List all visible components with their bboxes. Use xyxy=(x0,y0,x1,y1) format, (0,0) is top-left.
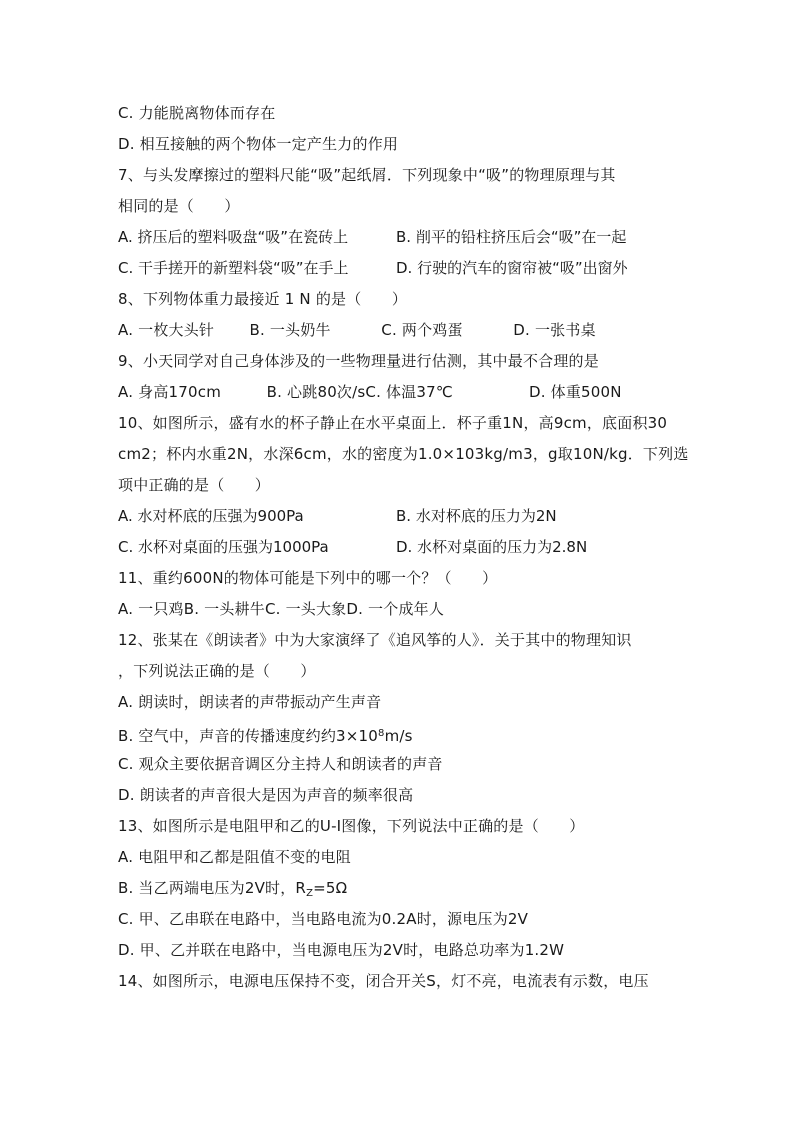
question-9-options: A. 身高170cm B. 心跳80次/sC. 体温37℃ D. 体重500N xyxy=(118,383,622,401)
question-10-options-row-2 xyxy=(118,532,678,563)
value: =5Ω xyxy=(313,879,348,897)
option-c: C. 干手搓开的新塑料袋“吸”在手上 xyxy=(118,259,349,277)
unit: m/s xyxy=(384,727,413,745)
option-a: A. 水对杯底的压强为900Pa xyxy=(118,507,304,525)
question-10-stem-cont: cm2；杯内水重2N，水深6cm，水的密度为1.0×103kg/m3，g取10N/kg．下列选 xyxy=(118,445,689,463)
question-7-options-row-2 xyxy=(118,253,678,284)
option-b-text: B. 当乙两端电压为2V时，R xyxy=(118,879,307,897)
question-8-stem: 8、下列物体重力最接近 1 N 的是（ ） xyxy=(118,290,408,308)
question-7-stem: 7、与头发摩擦过的塑料尺能“吸”起纸屑．下列现象中“吸”的物理原理与其 xyxy=(118,166,616,184)
question-content xyxy=(118,98,689,997)
option-d: D. 水杯对桌面的压力为2.8N xyxy=(396,538,588,556)
question-10-stem-end: 项中正确的是（ ） xyxy=(118,476,271,494)
option-a: A. 电阻甲和乙都是阻值不变的电阻 xyxy=(118,848,351,866)
question-13-stem: 13、如图所示是电阻甲和乙的U-I图像，下列说法中正确的是（ ） xyxy=(118,817,585,835)
option-a: A. 朗读时，朗读者的声带振动产生声音 xyxy=(118,693,382,711)
question-11-options: A. 一只鸡B. 一头耕牛C. 一头大象D. 一个成年人 xyxy=(118,600,445,618)
question-7-options-row-1 xyxy=(118,222,678,253)
question-9-stem: 9、小天同学对自己身体涉及的一些物理量进行估测，其中最不合理的是 xyxy=(118,352,599,370)
option-c: C. 观众主要依据音调区分主持人和朗读者的声音 xyxy=(118,755,443,773)
option-c: C. 甲、乙串联在电路中，当电路电流为0.2A时，源电压为2V xyxy=(118,910,529,928)
option-line: C. 力能脱离物体而存在 xyxy=(118,104,276,122)
option-d: D. 行驶的汽车的窗帘被“吸”出窗外 xyxy=(396,259,628,277)
question-10-options-row-1 xyxy=(118,501,678,532)
question-12-stem: 12、张某在《朗读者》中为大家演绎了《追风筝的人》．关于其中的物理知识 xyxy=(118,631,632,649)
option-c: C. 水杯对桌面的压强为1000Pa xyxy=(118,538,329,556)
question-14-stem: 14、如图所示，电源电压保持不变，闭合开关S，灯不亮，电流表有示数，电压 xyxy=(118,972,649,990)
question-12-stem-cont: ，下列说法正确的是（ ） xyxy=(118,662,316,680)
option-d: D. 甲、乙并联在电路中，当电源电压为2V时，电路总功率为1.2W xyxy=(118,941,565,959)
question-7-stem-cont: 相同的是（ ） xyxy=(118,197,240,215)
option-b xyxy=(118,718,678,749)
subscript: Z xyxy=(306,888,314,899)
question-10-stem: 10、如图所示，盛有水的杯子静止在水平桌面上．杯子重1N，高9cm，底面积30 xyxy=(118,414,668,432)
option-b: B. 水对杯底的压力为2N xyxy=(396,507,557,525)
option-b-text: B. 空气中，声音的传播速度约约3×10 xyxy=(118,727,379,745)
option-b: B. 削平的铅柱挤压后会“吸”在一起 xyxy=(396,228,627,246)
question-8-options: A. 一枚大头针 B. 一头奶牛 C. 两个鸡蛋 D. 一张书桌 xyxy=(118,321,596,339)
exponent: 8 xyxy=(378,728,385,739)
option-a: A. 挤压后的塑料吸盘“吸”在瓷砖上 xyxy=(118,228,349,246)
option-line: D. 相互接触的两个物体一定产生力的作用 xyxy=(118,135,399,153)
option-d: D. 朗读者的声音很大是因为声音的频率很高 xyxy=(118,786,414,804)
question-11-stem: 11、重约600N的物体可能是下列中的哪一个？（ ） xyxy=(118,569,498,587)
option-b xyxy=(118,873,678,904)
